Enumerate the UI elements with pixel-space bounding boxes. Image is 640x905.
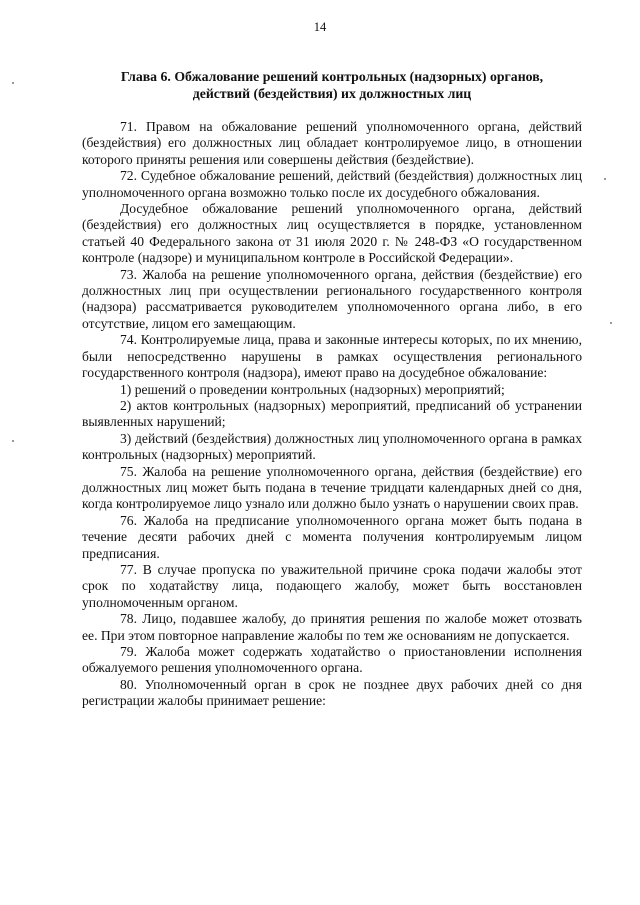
page-number: 14 xyxy=(313,20,327,34)
document-body xyxy=(82,119,582,710)
paragraph-76: 76. Жалоба на предписание уполномоченного органа может быть подана в течение десяти рабочих дней с момента получения контролируемым лицом предписания. xyxy=(82,512,582,561)
paragraph-75: 75. Жалоба на решение уполномоченного органа, действия (бездействие) его должностных лиц может быть подана в течение тридцати календарных дней со дня, когда контролируемое лицо узнало или должно было узнать о нарушении своих прав. xyxy=(82,463,582,512)
paragraph-79: 79. Жалоба может содержать ходатайство о приостановлении исполнения обжалуемого решения уполномоченного органа. xyxy=(82,644,582,676)
paragraph-78: 78. Лицо, подавшее жалобу, до принятия решения по жалобе может отозвать ее. При этом повторное направление жалобы по тем же основаниям не допускается. xyxy=(82,611,582,643)
paragraph-pretrial-appeal: Досудебное обжалование решений уполномоченного органа, действий (бездействия) его должностных лиц осуществляется в порядке, установленном статьей 40 Федерального закона от 31 июля 2020 г. № 248-ФЗ «О государственном контроле (надзоре) и муниципальном контроле в Российской Федерации». xyxy=(82,201,582,266)
paragraph-71: 71. Правом на обжалование решений уполномоченного органа, действий (бездействия) его должностных лиц обладает контролируемое лицо, в отношении которого приняты решения или совершены действия (бездействие). xyxy=(82,119,582,167)
paragraph-80: 80. Уполномоченный орган в срок не позднее двух рабочих дней со дня регистрации жалобы принимает решение: xyxy=(82,676,582,709)
chapter-title-line: Глава 6. Обжалование решений контрольных (надзорных) органов, xyxy=(120,69,544,84)
scan-speck xyxy=(604,178,606,180)
list-item-2: 2) актов контрольных (надзорных) мероприятий, предписаний об устранении выявленных нарушений; xyxy=(82,397,582,430)
chapter-title xyxy=(82,68,582,102)
list-item-3: 3) действий (бездействия) должностных лиц уполномоченного органа в рамках контрольных (надзорных) мероприятий. xyxy=(82,430,582,463)
paragraph-77: 77. В случае пропуска по уважительной причине срока подачи жалобы этот срок по ходатайству лица, подающего жалобу, может быть восстановлен уполномоченным органом. xyxy=(82,561,582,610)
scan-speck xyxy=(12,440,14,442)
paragraph-74: 74. Контролируемые лица, права и законные интересы которых, по их мнению, были непосредственно нарушены в рамках осуществления регионального государственного контроля (надзора), имеют право на досудебное обжалование: xyxy=(82,332,582,381)
chapter-title-line: действий (бездействия) их должностных лиц xyxy=(192,86,472,101)
scan-speck xyxy=(610,322,612,324)
paragraph-73: 73. Жалоба на решение уполномоченного органа, действия (бездействие) его должностных лиц при осуществлении регионального государственного контроля (надзора) рассматривается руководителем уполномоченного органа либо, в его отсутствие, лицом его замещающим. xyxy=(82,266,582,331)
paragraph-72: 72. Судебное обжалование решений, действий (бездействия) должностных лиц уполномоченного органа возможно только после их досудебного обжалования. xyxy=(82,168,582,200)
scan-speck xyxy=(12,82,14,84)
list-item-1: 1) решений о проведении контрольных (надзорных) мероприятий; xyxy=(120,381,505,397)
